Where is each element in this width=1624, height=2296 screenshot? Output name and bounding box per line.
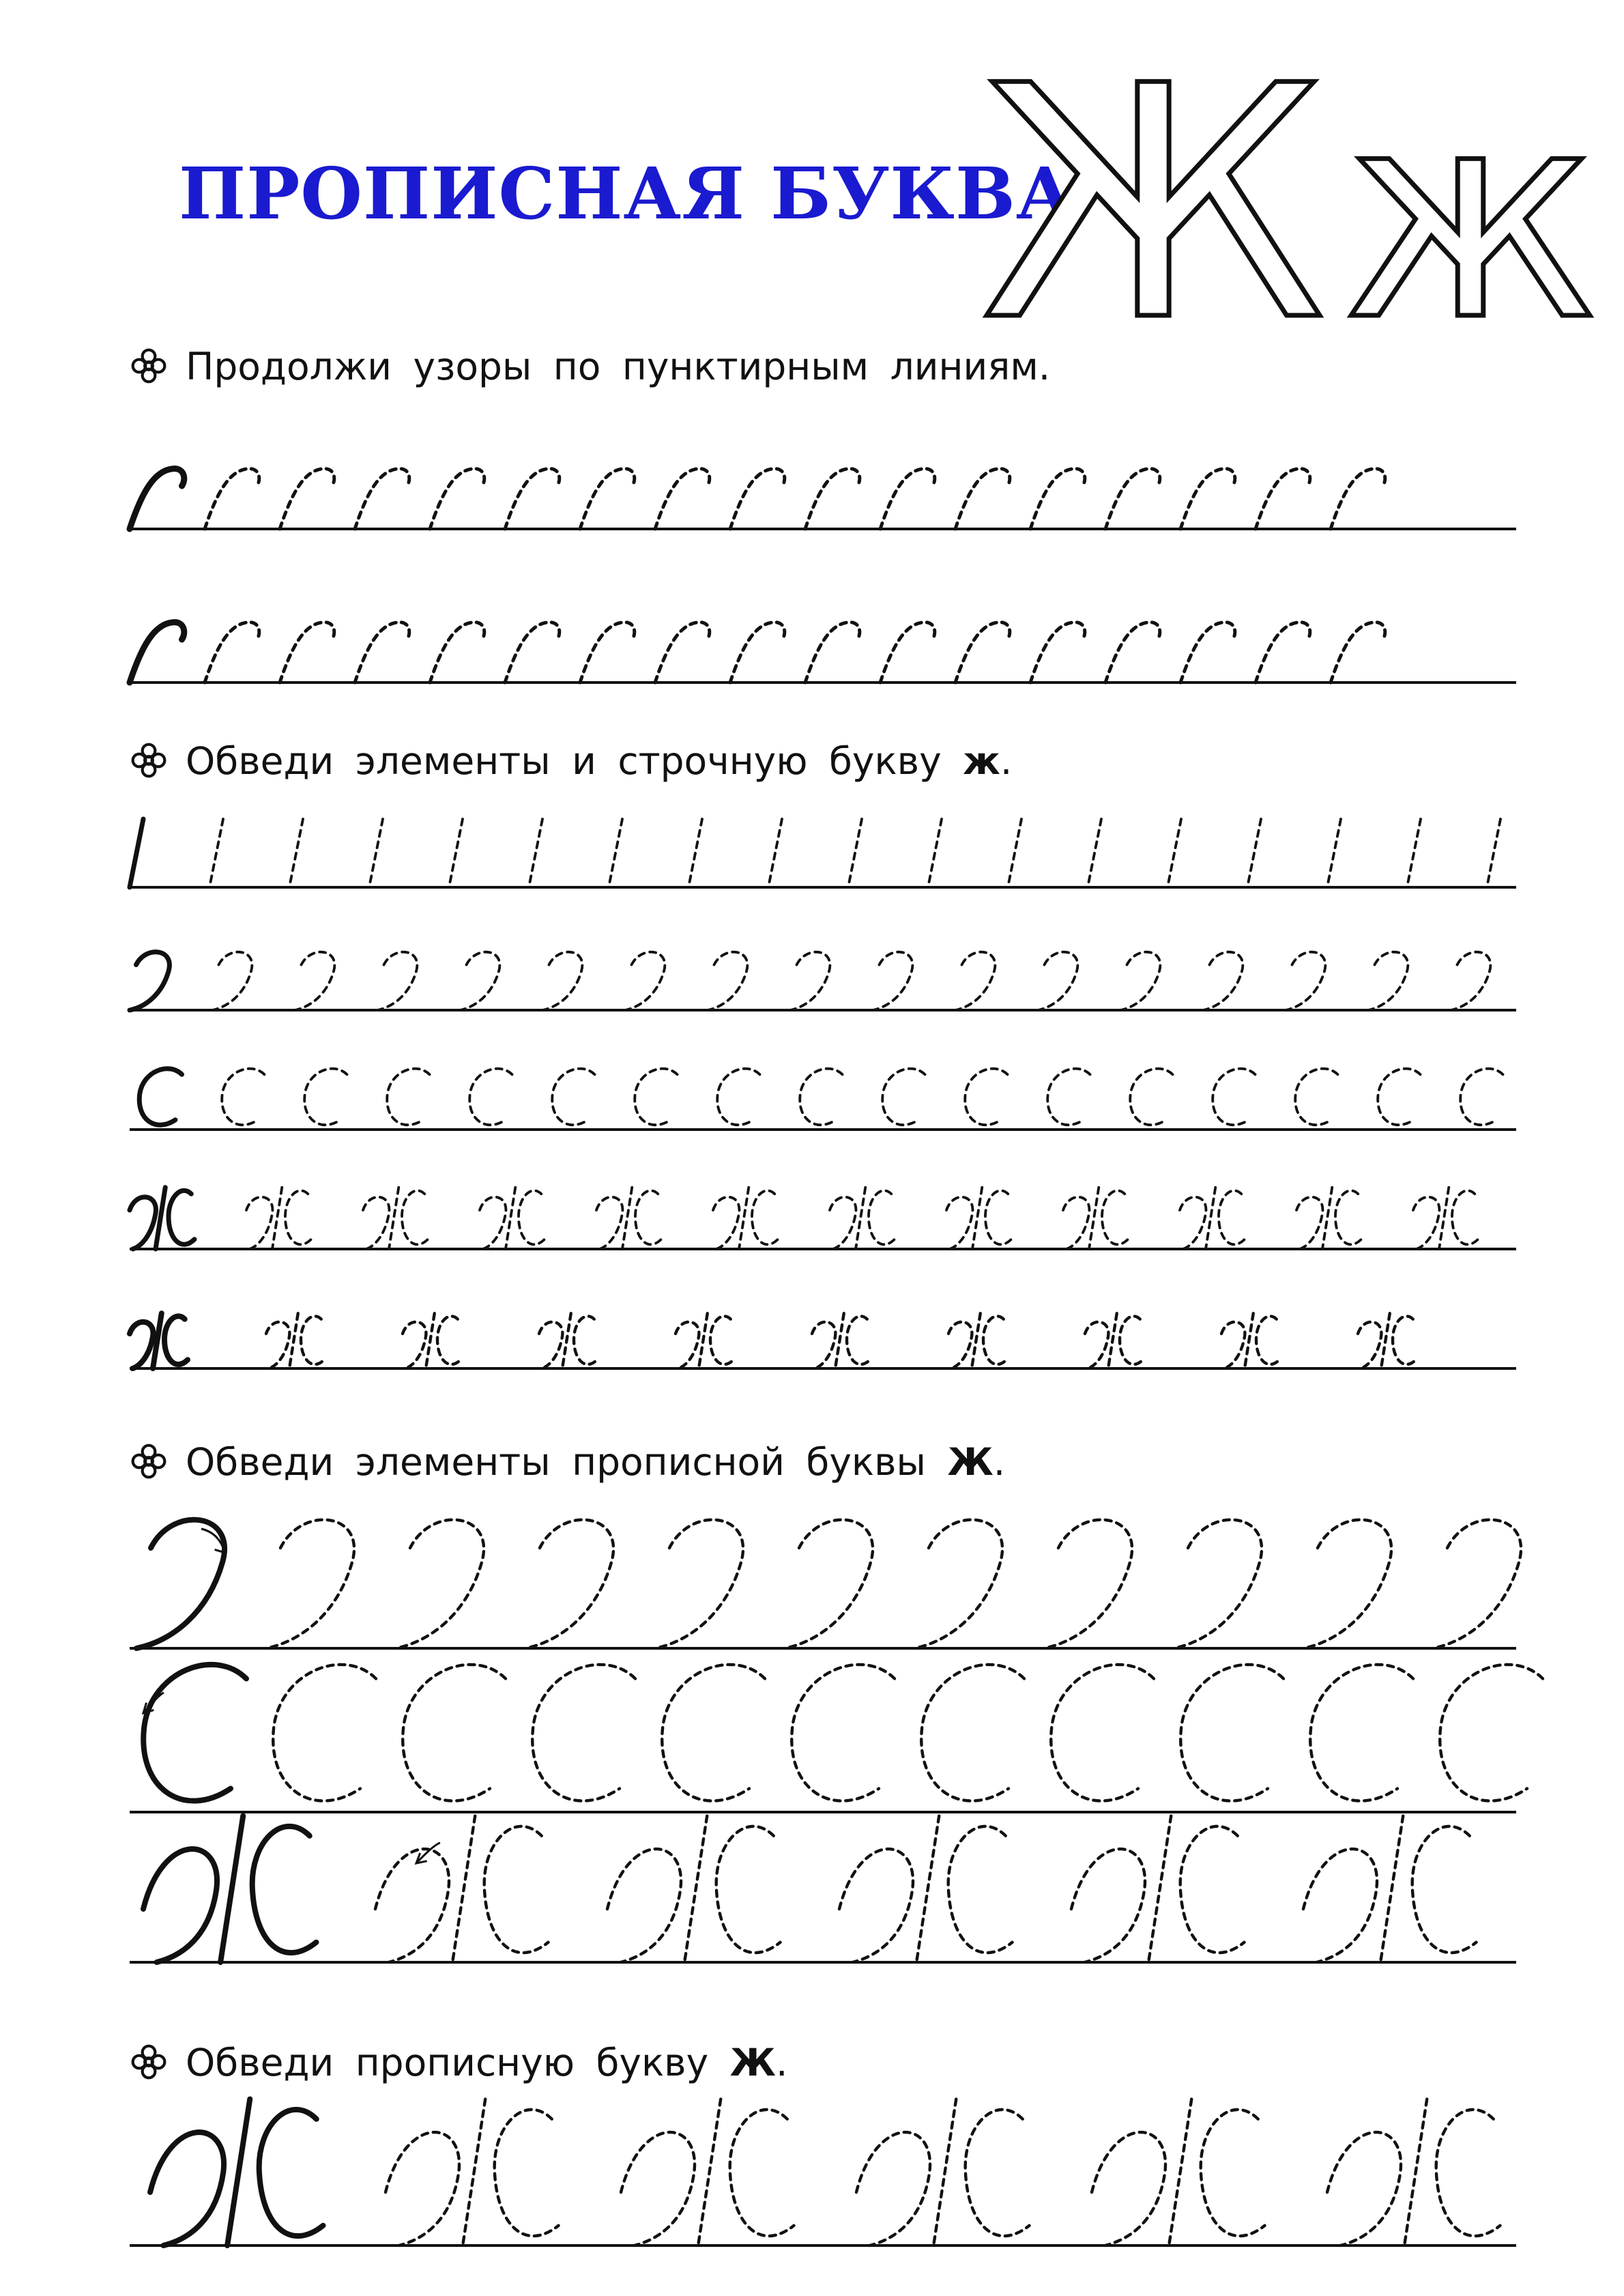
wave-pattern-stroke — [130, 622, 184, 683]
zh-elements-stroke — [946, 1188, 1011, 1249]
uppercase-hook-stroke — [914, 1520, 1002, 1648]
instruction-3-letter: Ж — [947, 1440, 994, 1484]
slash-element-stroke — [848, 819, 862, 887]
wave-pattern-stroke — [430, 469, 484, 529]
uppercase-hook-stroke — [1303, 1520, 1391, 1648]
wave-pattern-stroke — [1105, 622, 1160, 683]
uppercase-hook-stroke — [655, 1520, 743, 1648]
uppercase-zh-elements-stroke — [1303, 1816, 1477, 1963]
zh-elements-stroke — [480, 1188, 545, 1249]
lowercase-zh-stroke — [812, 1313, 870, 1368]
instruction-2-letter: ж — [963, 739, 1000, 783]
c-element-stroke — [1460, 1069, 1503, 1125]
uppercase-hook-stroke — [266, 1520, 354, 1648]
lowercase-zh-stroke — [1358, 1313, 1416, 1368]
wave-pattern-stroke — [355, 622, 409, 683]
uppercase-hook-stroke — [1433, 1520, 1521, 1648]
c-element-stroke — [800, 1069, 842, 1125]
uppercase-hook-stroke — [525, 1520, 613, 1648]
slash-element-stroke — [928, 819, 942, 887]
wave-pattern-stroke — [880, 622, 935, 683]
wave-pattern-stroke — [730, 469, 785, 529]
slash-element-stroke — [289, 819, 303, 887]
slash-element-stroke — [529, 819, 542, 887]
zh-elements-stroke — [246, 1188, 311, 1249]
hook-element-stroke — [955, 952, 995, 1010]
zh-elements-stroke — [1063, 1188, 1128, 1249]
uppercase-hook-stroke — [1174, 1520, 1262, 1648]
instruction-2: Обведи элементы и строчную букву ж. — [130, 739, 1012, 783]
wave-pattern-stroke — [655, 622, 710, 683]
uppercase-c-stroke — [1440, 1665, 1543, 1801]
uppercase-hook-stroke — [1044, 1520, 1132, 1648]
hook-element-stroke — [1038, 952, 1077, 1010]
wave-pattern-stroke — [955, 469, 1010, 529]
wave-pattern-stroke — [580, 622, 635, 683]
c-element-stroke — [1295, 1069, 1337, 1125]
slash-element-stroke — [1168, 819, 1181, 887]
wave-pattern-stroke — [805, 622, 860, 683]
slash-element-stroke — [449, 819, 463, 887]
hook-element-stroke — [460, 952, 499, 1010]
c-element-stroke — [1047, 1069, 1090, 1125]
lowercase-zh-stroke — [130, 1313, 188, 1368]
instruction-3-text: Обведи элементы прописной буквы — [186, 1440, 926, 1484]
uppercase-c-stroke — [921, 1665, 1024, 1801]
slash-element-stroke — [369, 819, 383, 887]
c-element-stroke — [965, 1069, 1007, 1125]
wave-pattern-stroke — [1030, 469, 1085, 529]
uppercase-c-stroke — [403, 1665, 506, 1801]
hook-element-stroke — [1120, 952, 1160, 1010]
outline-letter-upper: Ж — [980, 18, 1326, 391]
wave-pattern-stroke — [580, 469, 635, 529]
instruction-2-text: Обведи элементы и строчную букву — [186, 739, 942, 783]
slash-element-stroke — [1487, 819, 1500, 887]
c-element-stroke — [304, 1069, 347, 1125]
lowercase-zh-stroke — [539, 1313, 597, 1368]
wave-pattern-stroke — [205, 469, 259, 529]
slash-element-stroke — [209, 819, 223, 887]
uppercase-c-stroke — [792, 1665, 895, 1801]
slash-element-stroke — [130, 819, 143, 887]
c-element-stroke — [1378, 1069, 1420, 1125]
c-element-stroke — [717, 1069, 759, 1125]
uppercase-zh-stroke — [150, 2099, 323, 2246]
hook-element-stroke — [1368, 952, 1408, 1010]
uppercase-hook-stroke — [785, 1520, 873, 1648]
uppercase-zh-elements-stroke — [143, 1816, 317, 1963]
hook-element-stroke — [625, 952, 665, 1010]
slash-element-stroke — [1327, 819, 1341, 887]
uppercase-zh-elements-stroke — [839, 1816, 1013, 1963]
zh-elements-stroke — [130, 1188, 194, 1249]
hook-element-stroke — [873, 952, 912, 1010]
hook-element-stroke — [1286, 952, 1325, 1010]
c-element-stroke — [1213, 1069, 1255, 1125]
wave-pattern-stroke — [355, 469, 409, 529]
uppercase-zh-elements-stroke — [375, 1816, 549, 1963]
hook-element-stroke — [1203, 952, 1243, 1010]
outline-letter-lower: ж — [1341, 50, 1600, 384]
hook-element-stroke — [295, 952, 334, 1010]
slash-element-stroke — [688, 819, 702, 887]
lowercase-zh-stroke — [948, 1313, 1006, 1368]
wave-pattern-stroke — [955, 622, 1010, 683]
hook-element-stroke — [377, 952, 417, 1010]
uppercase-zh-stroke — [1092, 2099, 1265, 2246]
slash-element-stroke — [768, 819, 782, 887]
uppercase-c-stroke — [1180, 1665, 1284, 1801]
wave-pattern-stroke — [1030, 622, 1085, 683]
zh-elements-stroke — [363, 1188, 428, 1249]
uppercase-zh-elements-stroke — [1071, 1816, 1245, 1963]
lowercase-zh-stroke — [1085, 1313, 1143, 1368]
hook-element-stroke — [790, 952, 830, 1010]
uppercase-zh-stroke — [1327, 2099, 1500, 2246]
lowercase-zh-stroke — [266, 1313, 324, 1368]
wave-pattern-stroke — [130, 469, 184, 529]
uppercase-c-stroke — [273, 1665, 376, 1801]
wave-pattern-stroke — [1256, 469, 1310, 529]
instruction-4-text: Обведи прописную букву — [186, 2041, 709, 2084]
c-element-stroke — [469, 1069, 512, 1125]
wave-pattern-stroke — [730, 622, 785, 683]
c-element-stroke — [387, 1069, 429, 1125]
wave-pattern-stroke — [1256, 622, 1310, 683]
instruction-1-text: Продолжи узоры по пунктирным линиям. — [186, 345, 1051, 388]
wave-pattern-stroke — [655, 469, 710, 529]
lowercase-zh-stroke — [676, 1313, 734, 1368]
slash-element-stroke — [1247, 819, 1261, 887]
instruction-4: Обведи прописную букву Ж. — [130, 2041, 787, 2084]
zh-elements-stroke — [713, 1188, 778, 1249]
wave-pattern-stroke — [805, 469, 860, 529]
hook-element-stroke — [1451, 952, 1490, 1010]
uppercase-hook-stroke — [136, 1520, 224, 1648]
zh-elements-stroke — [1413, 1188, 1478, 1249]
wave-pattern-stroke — [1105, 469, 1160, 529]
wave-pattern-stroke — [505, 622, 560, 683]
wave-pattern-stroke — [1331, 622, 1385, 683]
wave-pattern-stroke — [505, 469, 560, 529]
uppercase-c-stroke — [532, 1665, 635, 1801]
wave-pattern-stroke — [280, 622, 334, 683]
c-element-stroke — [222, 1069, 264, 1125]
zh-elements-stroke — [830, 1188, 895, 1249]
c-element-stroke — [635, 1069, 677, 1125]
hook-element-stroke — [212, 952, 252, 1010]
slash-element-stroke — [1008, 819, 1021, 887]
hook-element-stroke — [130, 952, 169, 1010]
uppercase-zh-elements-stroke — [607, 1816, 781, 1963]
c-element-stroke — [139, 1069, 182, 1125]
slash-element-stroke — [1407, 819, 1421, 887]
wave-pattern-stroke — [1180, 622, 1235, 683]
uppercase-c-stroke — [143, 1665, 246, 1801]
lowercase-zh-stroke — [403, 1313, 461, 1368]
zh-elements-stroke — [1180, 1188, 1245, 1249]
wave-pattern-stroke — [205, 622, 259, 683]
slash-element-stroke — [609, 819, 622, 887]
wave-pattern-stroke — [880, 469, 935, 529]
c-element-stroke — [552, 1069, 594, 1125]
lowercase-zh-stroke — [1221, 1313, 1279, 1368]
zh-elements-stroke — [596, 1188, 661, 1249]
uppercase-zh-stroke — [856, 2099, 1030, 2246]
uppercase-c-stroke — [662, 1665, 765, 1801]
uppercase-c-stroke — [1310, 1665, 1413, 1801]
instruction-3: Обведи элементы прописной буквы Ж. — [130, 1440, 1005, 1484]
c-element-stroke — [1130, 1069, 1172, 1125]
instruction-4-letter: Ж — [729, 2041, 776, 2084]
wave-pattern-stroke — [280, 469, 334, 529]
wave-pattern-stroke — [1331, 469, 1385, 529]
slash-element-stroke — [1088, 819, 1101, 887]
uppercase-zh-stroke — [386, 2099, 559, 2246]
wave-pattern-stroke — [430, 622, 484, 683]
uppercase-c-stroke — [1051, 1665, 1154, 1801]
uppercase-hook-stroke — [396, 1520, 484, 1648]
uppercase-zh-stroke — [621, 2099, 794, 2246]
hook-element-stroke — [708, 952, 747, 1010]
page-title: ПРОПИСНАЯ БУКВА — [179, 152, 1075, 235]
hook-element-stroke — [542, 952, 582, 1010]
c-element-stroke — [882, 1069, 925, 1125]
wave-pattern-stroke — [1180, 469, 1235, 529]
zh-elements-stroke — [1296, 1188, 1361, 1249]
